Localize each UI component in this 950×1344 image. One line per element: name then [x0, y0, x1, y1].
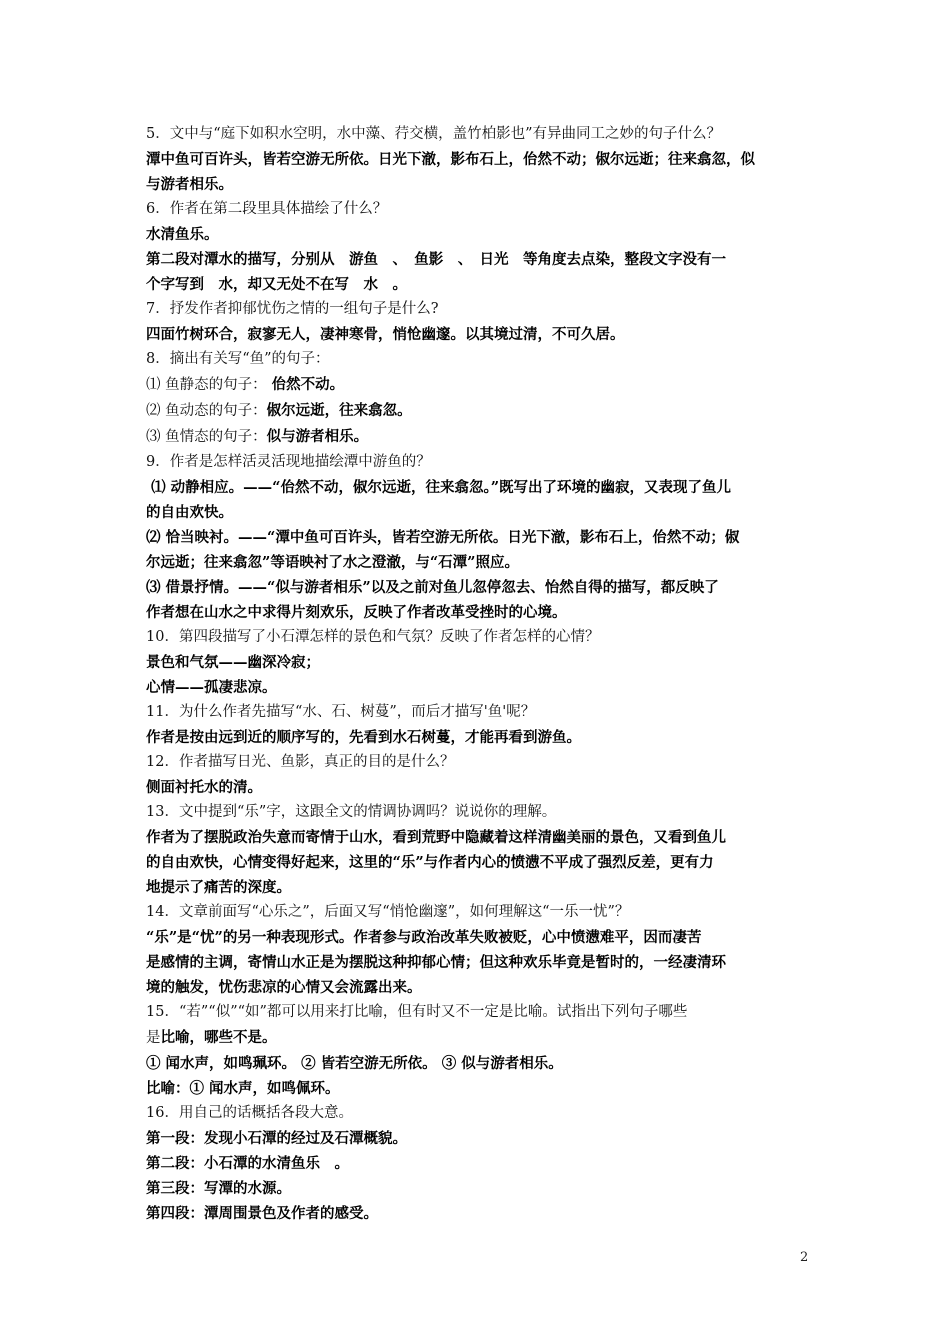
answer-text: 佁然不动。: [266, 376, 345, 393]
answer-line: 与游者相乐。: [146, 176, 233, 193]
mixed-line: [146, 372, 812, 398]
question-prefix: 是: [146, 1030, 161, 1046]
answer-line: 作者想在山水之中求得片刻欢乐，反映了作者改革受挫时的心境。: [146, 604, 567, 621]
page-number: 2: [800, 1250, 809, 1265]
answer-line: 潭中鱼可百许头，皆若空游无所依。日光下澈，影布石上，佁然不动；俶尔远逝；往来翕忽，似: [146, 151, 755, 168]
answer-text: 俶尔远逝，往来翕忽。: [266, 402, 412, 419]
answer-line: 景色和气氛——幽深冷寂；: [146, 654, 320, 671]
answer-line: 是感情的主调，寄情山水正是为摆脱这种抑郁心情；但这种欢乐毕竟是暂时的，一经凄清环: [146, 954, 726, 971]
question-line: 8．摘出有关写“鱼”的句子：: [146, 351, 330, 367]
question-line: 9．作者是怎样活灵活现地描绘潭中游鱼的？: [146, 454, 431, 470]
answer-line: 第二段：小石潭的水清鱼乐 。: [146, 1155, 349, 1172]
mixed-line: [146, 1025, 812, 1051]
question-prefix: ⑵ 鱼动态的句子：: [146, 403, 267, 419]
answer-line: 心情——孤凄悲凉。: [146, 679, 277, 696]
question-line: 11．为什么作者先描写“水、石、树蔓”，而后才描写'鱼'呢？: [146, 704, 536, 720]
answer-line: 比喻：① 闻水声，如鸣佩环。: [146, 1080, 340, 1097]
question-line: 6．作者在第二段里具体描绘了什么？: [146, 201, 388, 217]
answer-line: ⑴ 动静相应。——“佁然不动，俶尔远逝，往来翕忽。”既写出了环境的幽寂，又表现了鱼儿: [146, 479, 732, 496]
question-line: 16．用自己的话概括各段大意。: [146, 1105, 353, 1121]
answer-line: 水清鱼乐。: [146, 226, 219, 243]
answer-line: 境的触发，忧伤悲凉的心情又会流露出来。: [146, 979, 422, 996]
answer-line: 侧面衬托水的清。: [146, 779, 262, 796]
answer-line: 的自由欢快。: [146, 504, 233, 521]
answer-line: 第三段：写潭的水源。: [146, 1180, 291, 1197]
answer-line: “乐”是“忧”的另一种表现形式。作者参与政治改革失败被贬，心中愤懑难平，因而凄苦: [146, 929, 702, 946]
answer-line: ① 闻水声，如鸣珮环。 ② 皆若空游无所依。 ③ 似与游者相乐。: [146, 1055, 563, 1072]
answer-line: 第一段：发现小石潭的经过及石潭概貌。: [146, 1130, 407, 1147]
question-prefix: ⑴ 鱼静态的句子：: [146, 377, 267, 393]
question-line: 13．文中提到“乐”字，这跟全文的情调协调吗？说说你的理解。: [146, 804, 557, 820]
answer-line: 作者为了摆脱政治失意而寄情于山水，看到荒野中隐藏着这样清幽美丽的景色，又看到鱼儿: [146, 829, 726, 846]
question-line: 12．作者描写日光、鱼影，真正的目的是什么？: [146, 754, 455, 770]
answer-line: 第四段：潭周围景色及作者的感受。: [146, 1205, 378, 1222]
question-line: 5．文中与“庭下如积水空明，水中藻、荇交横，盖竹柏影也”有异曲同工之妙的句子什么？: [146, 126, 722, 142]
answer-line: 第二段对潭水的描写，分别从 游鱼 、 鱼影 、 日光 等角度去点染，整段文字没有一: [146, 251, 726, 268]
answer-line: 尔远逝；往来翕忽”等语映衬了水之澄澈，与“石潭”照应。: [146, 554, 520, 571]
answer-line: 作者是按由远到近的顺序写的，先看到水石树蔓，才能再看到游鱼。: [146, 729, 581, 746]
answer-text: 比喻，哪些不是。: [160, 1029, 277, 1046]
answer-line: 个字写到 水，却又无处不在写 水 。: [146, 276, 407, 293]
question-prefix: ⑶ 鱼情态的句子：: [146, 429, 267, 445]
answer-text: 似与游者相乐。: [266, 428, 369, 445]
mixed-line: [146, 424, 812, 450]
answer-line: 的自由欢快，心情变得好起来，这里的“乐”与作者内心的愤懑不平成了强烈反差，更有力: [146, 854, 714, 871]
document-body: [146, 122, 812, 1226]
question-line: 15．“若”“似”“如”都可以用来打比喻，但有时又不一定是比喻。试指出下列句子哪些: [146, 1004, 688, 1020]
answer-line: 地提示了痛苦的深度。: [146, 879, 291, 896]
question-line: 14．文章前面写“心乐之”，后面又写“悄怆幽邃”，如何理解这“一乐一忧”？: [146, 904, 630, 920]
answer-line: ⑶ 借景抒情。——“似与游者相乐”以及之前对鱼儿忽停忽去、怡然自得的描写，都反映了: [146, 579, 719, 596]
answer-line: ⑵ 恰当映衬。——“潭中鱼可百许头，皆若空游无所依。日光下澈，影布石上，佁然不动；俶: [146, 529, 740, 546]
mixed-line: [146, 398, 812, 424]
question-line: 7．抒发作者抑郁忧伤之情的一组句子是什么?: [146, 301, 439, 317]
answer-line: 四面竹树环合，寂寥无人，凄神寒骨，悄怆幽邃。以其境过清，不可久居。: [146, 326, 625, 343]
question-line: 10．第四段描写了小石潭怎样的景色和气氛？反映了作者怎样的心情？: [146, 629, 600, 645]
